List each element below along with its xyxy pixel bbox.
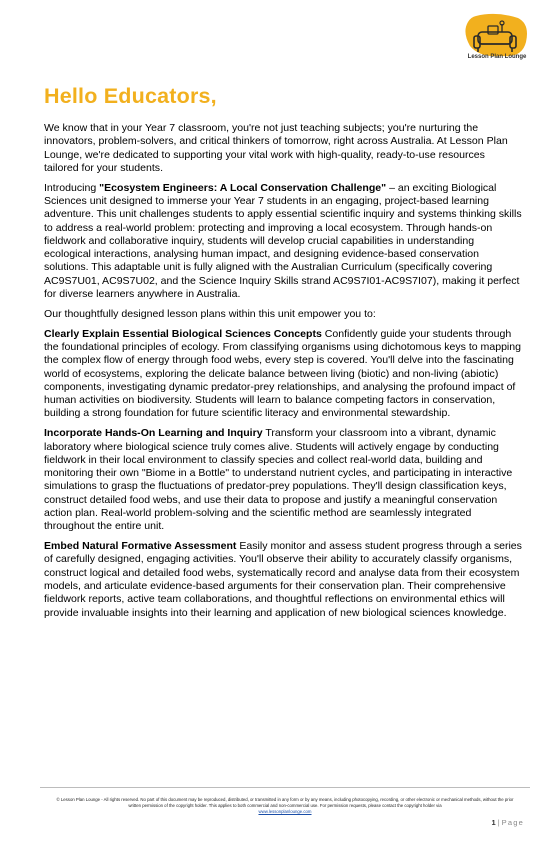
page-word: Page: [501, 818, 524, 827]
page-number: [492, 818, 524, 827]
section-text: Transform your classroom into a vibrant, dynamic laboratory where biological science truly comes alive. Students will actively engage by conducting fieldwork in their local environment to classify species and collect real-world data, building and monitoring their own "Biome in a Bottle" to understand nutrient cycles, and participating in interactive simulations to grasp the fluctuations of predator-prey populations. They'll design classification keys, construct detailed food webs, and use their data to propose and justify a meaningful conservation action plan. Real-world problem-solving and the scientific method are seamlessly integrated throughout the entire unit.: [44, 427, 513, 533]
section-text: Easily monitor and assess student progress through a series of carefully designed, engaging activities. You'll observe their ability to accurately classify organisms, construct logical and detailed food webs, systematically record and analyse data from their ecosystem models, and articulate evidence-based arguments for their conservation plan. Their comprehensive fieldwork reports, active team collaborations, and thoughtful reflections on environmental ethics will provide invaluable insights into their learning and application of new biological sciences knowledge.: [44, 540, 522, 619]
section-assessment: [44, 540, 522, 620]
section-concepts: [44, 328, 522, 421]
copyright-text: © Lesson Plan Lounge - All rights reserved. No part of this document may be reproduced, distributed, or transmitted in any form or by any means, including photocopying, recording, or other electronic or mechanical methods, without the prior written permission of the copyright holder. This applies to both commercial and non-commercial use. For permission requests, please contact the copyright holder via: [56, 797, 514, 808]
unit-paragraph: [44, 182, 522, 302]
section-heading: Clearly Explain Essential Biological Sciences Concepts: [44, 327, 322, 340]
section-hands-on: [44, 427, 522, 533]
footer-copyright: [50, 797, 520, 815]
unit-body: – an exciting Biological Sciences unit designed to immerse your Year 7 students in an engaging, project-based learning adventure. This unit challenges students to apply essential scientific inquiry and systems thinking skills to address a real-world problem: protecting and improving a local ecosystem. Through hands-on fieldwork and collaborative inquiry, students will develop crucial capabilities in understanding ecological interactions, analysing human impact, and designing evidence-based conservation solutions. This adaptable unit is fully aligned with the Australian Curriculum (specifically covering AC9S7U01, AC9S7U02, and the Science Inquiry Skills strand AC9S7I01-AC9S7I07), making it perfect for diverse learners anywhere in Australia.: [44, 181, 522, 301]
page-number-value: 1: [491, 818, 496, 827]
section-heading: Incorporate Hands-On Learning and Inquiry: [44, 427, 263, 440]
website-link[interactable]: www.lessonplanlounge.com: [258, 809, 312, 814]
intro-paragraph: We know that in your Year 7 classroom, you're not just teaching subjects; you're nurturing the innovators, problem-solvers, and critical thinkers of tomorrow, right across Australia. At Lesson Plan Lounge, we're dedicated to supporting your vital work with high-quality, ready-to-use resources tailored for your students.: [44, 122, 508, 174]
letter-body: [44, 122, 522, 626]
page-separator: |: [497, 818, 500, 827]
unit-title: "Ecosystem Engineers: A Local Conservation Challenge": [99, 181, 387, 194]
empower-paragraph: Our thoughtfully designed lesson plans within this unit empower you to:: [44, 307, 376, 320]
section-heading: Embed Natural Formative Assessment: [44, 540, 237, 553]
section-text: Confidently guide your students through the foundational principles of ecology. From classifying organisms using dichotomous keys to mapping the complex flow of energy through food webs, every step is covered. You'll delve into the fascinating world of ecosystems, exploring the delicate balance between living (biotic) and non-living (abiotic) components, investigating dynamic predator-prey relationships, and analysing the profound impact of human activities on biodiversity. Students will learn to balance competing factors in conservation, building a strong foundation for future scientific literacy and environmental stewardship.: [44, 327, 522, 420]
unit-lead: Introducing: [44, 181, 100, 194]
footer-divider: [40, 787, 530, 788]
greeting-heading: Hello Educators,: [44, 84, 217, 108]
logo-wordmark: Lesson Plan Lounge: [467, 54, 527, 60]
